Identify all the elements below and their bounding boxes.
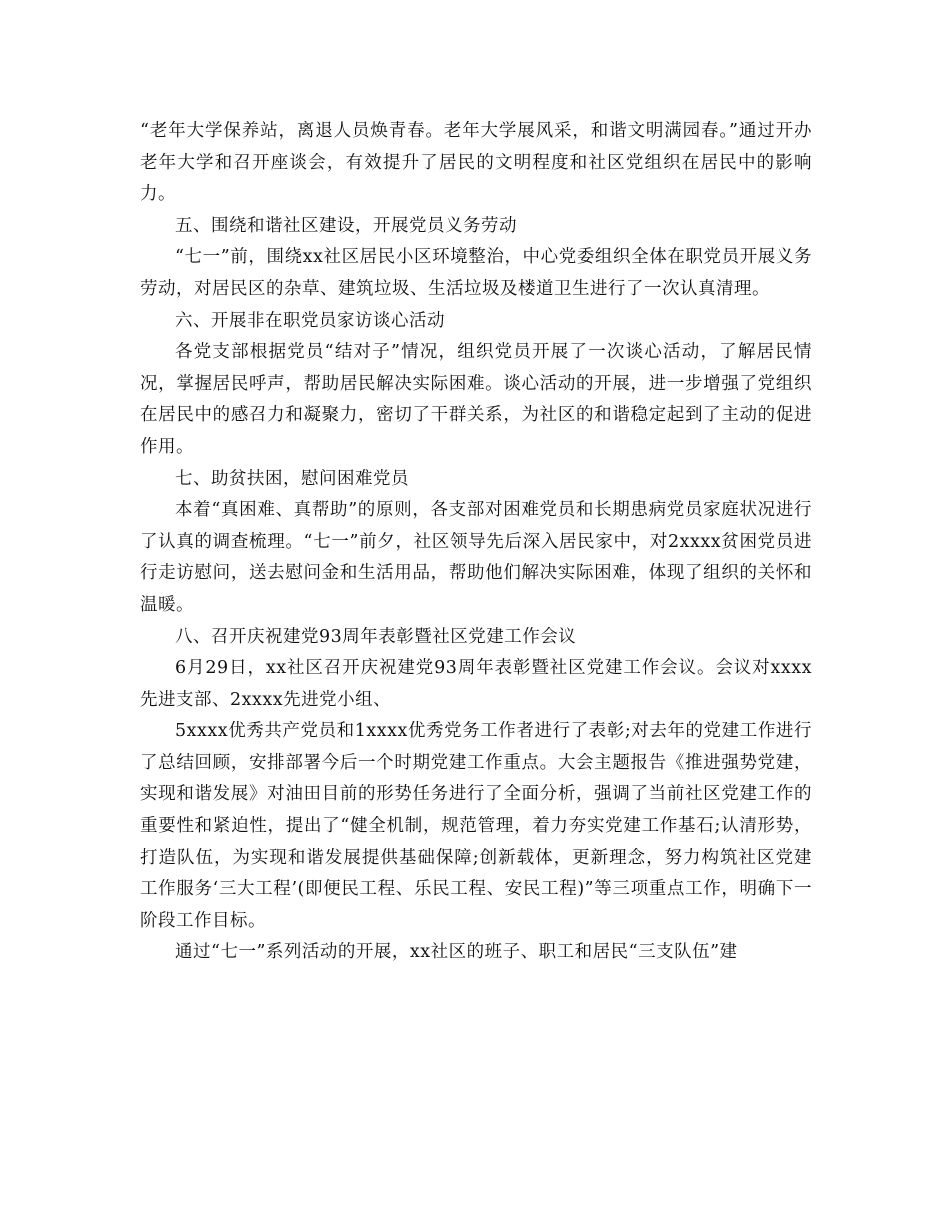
- paragraph-section-8-b: 5xxxx优秀共产党员和1xxxx优秀党务工作者进行了表彰;对去年的党建工作进行了总结回顾，安排部署今后一个时期党建工作重点。大会主题报告《推进强势党建，实现和谐发展》对油田目前的形势任务进行了全面分析，强调了当前社区党建工作的重要性和紧迫性，提出了“健全机制，规范管理，着力夯实党建工作基石;认清形势，打造队伍，为实现和谐发展提供基础保障;创新载体，更新理念，努力构筑社区党建工作服务‘三大工程’(即便民工程、乐民工程、安民工程)”等三项重点工作，明确下一阶段工作目标。: [140, 721, 812, 931]
- section-heading-8: 八、召开庆祝建党93周年表彰暨社区党建工作会议: [175, 626, 577, 647]
- paragraph-section-8-a: 6月29日，xx社区召开庆祝建党93周年表彰暨社区党建工作会议。会议对xxxx先进支部、2xxxx先进党小组、: [140, 658, 812, 710]
- section-heading-7: 七、助贫扶困，慰问困难党员: [175, 468, 409, 489]
- paragraph-section-5: “七一”前，围绕xx社区居民小区环境整治，中心党委组织全体在职党员开展义务劳动，对居民区的杂草、建筑垃圾、生活垃圾及楼道卫生进行了一次认真清理。: [140, 247, 812, 299]
- paragraph-intro: “老年大学保养站，离退人员焕青春。老年大学展风采，和谐文明满园春。”通过开办老年大学和召开座谈会，有效提升了居民的文明程度和社区党组织在居民中的影响力。: [140, 121, 812, 205]
- document-page: [140, 116, 812, 969]
- paragraph-section-6: 各党支部根据党员“结对子”情况，组织党员开展了一次谈心活动，了解居民情况，掌握居民呼声，帮助居民解决实际困难。谈心活动的开展，进一步增强了党组织在居民中的感召力和凝聚力，密切了干群关系，为社区的和谐稳定起到了主动的促进作用。: [140, 342, 812, 457]
- section-heading-6: 六、开展非在职党员家访谈心活动: [175, 310, 445, 331]
- section-heading-5: 五、围绕和谐社区建设，开展党员义务劳动: [175, 215, 517, 236]
- paragraph-section-7: 本着“真困难、真帮助”的原则，各支部对困难党员和长期患病党员家庭状况进行了认真的调查梳理。“七一”前夕，社区领导先后深入居民家中，对2xxxx贫困党员进行走访慰问，送去慰问金和生活用品，帮助他们解决实际困难，体现了组织的关怀和温暖。: [140, 500, 812, 615]
- paragraph-closing: 通过“七一”系列活动的开展，xx社区的班子、职工和居民“三支队伍”建: [175, 942, 738, 963]
